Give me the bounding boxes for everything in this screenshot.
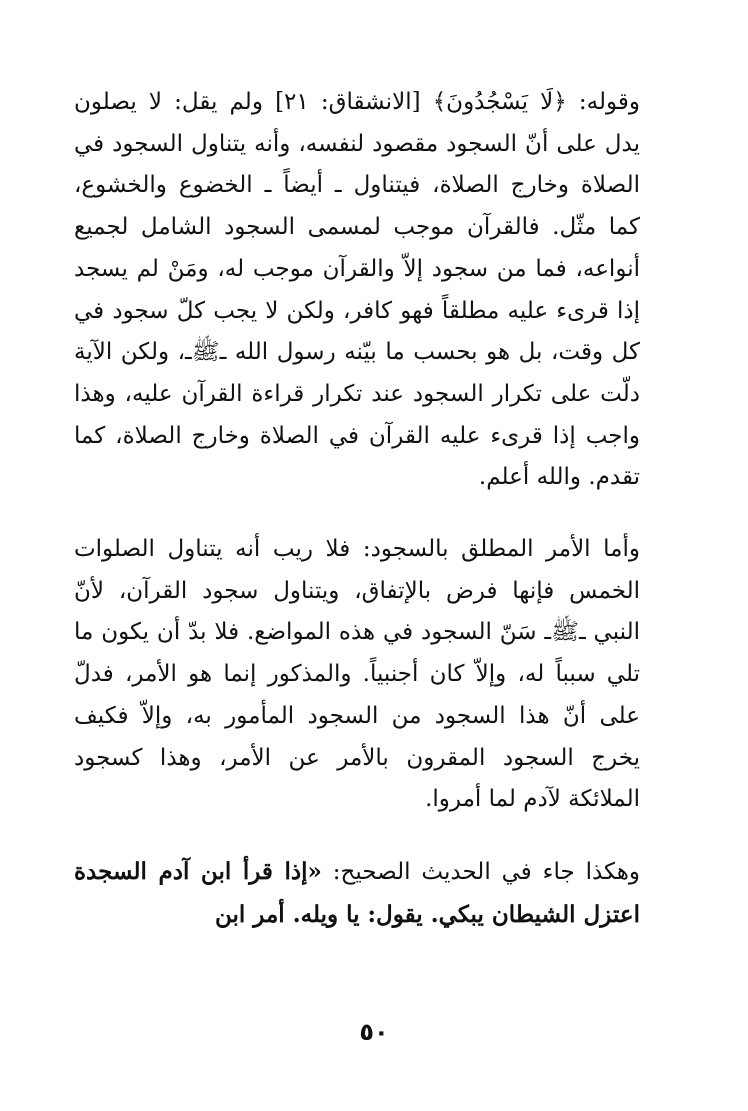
paragraph-1-intro: وقوله: <box>566 89 640 115</box>
quran-verse: ﴿لَا يَسْجُدُونَ﴾ <box>432 89 567 115</box>
page-number: ٥٠ <box>359 1018 389 1046</box>
paragraph-1-text: [الانشقاق: ٢١] ولم يقل: لا يصلون يدل على أنّ السجود مقصود لنفسه، وأنه يتناول السجود في الصلاة وخارج الصلاة، فيتناول ـ أيضاً ـ الخضوع والخشوع، كما مثّل. فالقرآن موجب لمسمى السجود الشامل لجميع أنواعه، فما من سجود إلاّ والقرآن موجب له، ومَنْ لم يسجد إذا قرىء عليه مطلقاً فهو كافر، ولكن لا يجب كلّ سجود في كل وقت، بل هو بحسب ما بيّنه رسول الله ـﷺـ، ولكن الآية دلّت على تكرار السجود عند تكرار قراءة القرآن عليه، وهذا واجب إذا قرىء عليه القرآن في الصلاة وخارج الصلاة، كما تقدم. والله أعلم. <box>74 89 640 491</box>
page-body <box>74 82 640 936</box>
paragraph-1 <box>74 82 640 499</box>
paragraph-2: وأما الأمر المطلق بالسجود: فلا ريب أنه يتناول الصلوات الخمس فإنها فرض بالإتفاق، ويتناول سجود القرآن، لأنّ النبي ـﷺـ سَنّ السجود في هذه المواضع. فلا بدّ أن يكون ما تلي سبباً له، وإلاّ كان أجنبياً. والمذكور إنما هو الأمر، فدلّ على أنّ هذا السجود من السجود المأمور به، وإلاّ فكيف يخرج السجود المقرون بالأمر عن الأمر، وهذا كسجود الملائكة لآدم لما أمروا. <box>74 536 640 813</box>
hadith-quote: «إذا قرأ ابن آدم السجدة اعتزل الشيطان يبكي. يقول: يا ويله. أمر ابن <box>74 857 640 928</box>
paragraph-3-intro: وهكذا جاء في الحديث الصحيح: <box>321 858 640 885</box>
paragraph-3 <box>74 851 640 936</box>
